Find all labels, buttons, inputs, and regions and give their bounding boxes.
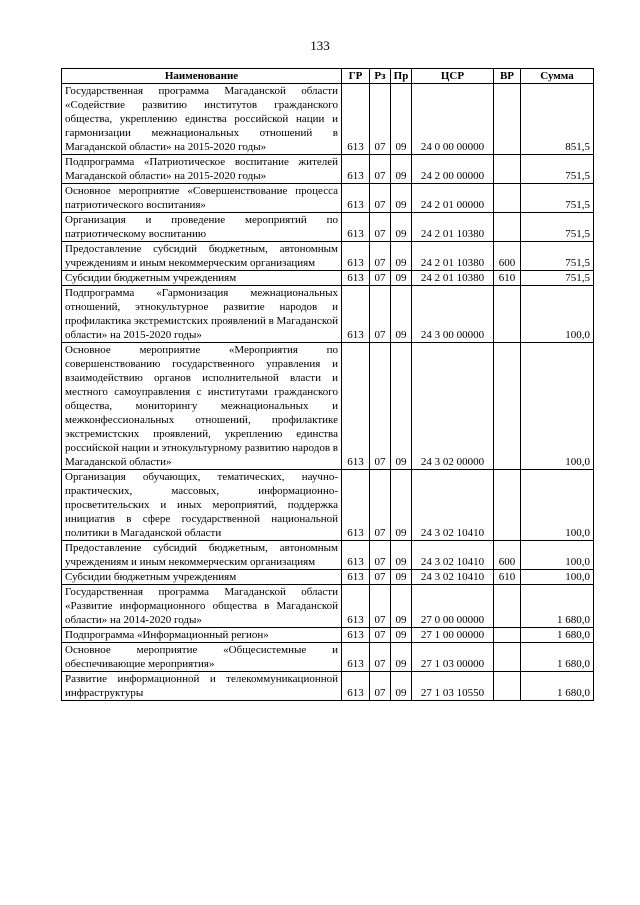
row-rz: 07 (370, 672, 391, 701)
row-gr: 613 (342, 585, 370, 628)
table-row (62, 470, 594, 541)
row-csr: 27 1 03 00000 (412, 643, 494, 672)
row-gr: 613 (342, 242, 370, 271)
row-pr: 09 (391, 213, 412, 242)
table-row (62, 84, 594, 155)
row-sum: 100,0 (521, 541, 594, 570)
table-row (62, 343, 594, 470)
row-gr: 613 (342, 271, 370, 286)
row-rz: 07 (370, 242, 391, 271)
row-pr: 09 (391, 271, 412, 286)
row-pr: 09 (391, 343, 412, 470)
row-csr: 27 0 00 00000 (412, 585, 494, 628)
row-name: Основное мероприятие «Мероприятия по совершенствованию государственного управления и взаимодействию органов исполнительной власти и местного самоуправления с институтами гражданского общества, мониторингу межнациональных и межконфессиональных отношений, профилактике экстремистских проявлений, укреплению единства российской нации и этнокультурному развитию народов в Магаданской области» (62, 343, 342, 470)
row-sum: 1 680,0 (521, 585, 594, 628)
row-pr: 09 (391, 470, 412, 541)
row-name: Организация и проведение мероприятий по патриотическому воспитанию (62, 213, 342, 242)
table-row (62, 155, 594, 184)
row-gr: 613 (342, 570, 370, 585)
row-vr (494, 672, 521, 701)
row-gr: 613 (342, 541, 370, 570)
row-gr: 613 (342, 213, 370, 242)
header-csr: ЦСР (412, 69, 494, 84)
table-row (62, 184, 594, 213)
table-body (62, 84, 594, 701)
row-vr (494, 286, 521, 343)
header-gr: ГР (342, 69, 370, 84)
row-csr: 24 3 00 00000 (412, 286, 494, 343)
row-gr: 613 (342, 343, 370, 470)
row-gr: 613 (342, 672, 370, 701)
row-vr (494, 84, 521, 155)
row-vr (494, 343, 521, 470)
row-rz: 07 (370, 84, 391, 155)
row-gr: 613 (342, 155, 370, 184)
row-name: Основное мероприятие «Общесистемные и обеспечивающие мероприятия» (62, 643, 342, 672)
row-sum: 1 680,0 (521, 628, 594, 643)
row-csr: 27 1 00 00000 (412, 628, 494, 643)
row-sum: 100,0 (521, 470, 594, 541)
row-sum: 751,5 (521, 271, 594, 286)
row-csr: 24 3 02 00000 (412, 343, 494, 470)
row-pr: 09 (391, 155, 412, 184)
row-csr: 24 3 02 10410 (412, 541, 494, 570)
row-sum: 100,0 (521, 570, 594, 585)
row-name: Основное мероприятие «Совершенствование процесса патриотического воспитания» (62, 184, 342, 213)
row-rz: 07 (370, 155, 391, 184)
row-name: Подпрограмма «Информационный регион» (62, 628, 342, 643)
row-rz: 07 (370, 585, 391, 628)
row-vr (494, 184, 521, 213)
row-gr: 613 (342, 84, 370, 155)
row-pr: 09 (391, 242, 412, 271)
row-rz: 07 (370, 570, 391, 585)
budget-table (61, 68, 594, 701)
row-pr: 09 (391, 585, 412, 628)
row-name: Предоставление субсидий бюджетным, автономным учреждениям и иным некоммерческим организациям (62, 242, 342, 271)
row-sum: 751,5 (521, 242, 594, 271)
row-rz: 07 (370, 271, 391, 286)
table-row (62, 213, 594, 242)
row-pr: 09 (391, 570, 412, 585)
row-vr (494, 585, 521, 628)
header-pr: Пр (391, 69, 412, 84)
header-sum: Сумма (521, 69, 594, 84)
row-csr: 24 2 00 00000 (412, 155, 494, 184)
row-name: Развитие информационной и телекоммуникационной инфраструктуры (62, 672, 342, 701)
row-sum: 751,5 (521, 213, 594, 242)
row-gr: 613 (342, 643, 370, 672)
row-csr: 27 1 03 10550 (412, 672, 494, 701)
row-rz: 07 (370, 213, 391, 242)
row-pr: 09 (391, 184, 412, 213)
row-gr: 613 (342, 286, 370, 343)
row-vr (494, 213, 521, 242)
row-name: Подпрограмма «Гармонизация межнациональных отношений, этнокультурное развитие народов и профилактика экстремистских проявлений в Магаданской области» на 2015-2020 годы» (62, 286, 342, 343)
row-pr: 09 (391, 286, 412, 343)
row-csr: 24 2 01 10380 (412, 242, 494, 271)
row-gr: 613 (342, 184, 370, 213)
table-row (62, 585, 594, 628)
row-rz: 07 (370, 643, 391, 672)
header-rz: Рз (370, 69, 391, 84)
row-vr: 600 (494, 242, 521, 271)
row-rz: 07 (370, 286, 391, 343)
row-vr: 610 (494, 570, 521, 585)
row-name: Государственная программа Магаданской области «Содействие развитию институтов гражданского общества, укреплению единства российской нации и гармонизации межнациональных отношений в Магаданской области» на 2015-2020 годы» (62, 84, 342, 155)
row-name: Субсидии бюджетным учреждениям (62, 271, 342, 286)
row-vr (494, 643, 521, 672)
table-header-row (62, 69, 594, 84)
row-gr: 613 (342, 628, 370, 643)
table-row (62, 570, 594, 585)
table-row (62, 541, 594, 570)
row-pr: 09 (391, 541, 412, 570)
row-name: Подпрограмма «Патриотическое воспитание жителей Магаданской области» на 2015-2020 годы» (62, 155, 342, 184)
row-sum: 100,0 (521, 286, 594, 343)
table-row (62, 271, 594, 286)
row-sum: 751,5 (521, 155, 594, 184)
row-csr: 24 3 02 10410 (412, 570, 494, 585)
row-vr: 600 (494, 541, 521, 570)
row-csr: 24 0 00 00000 (412, 84, 494, 155)
row-sum: 100,0 (521, 343, 594, 470)
table-row (62, 286, 594, 343)
row-gr: 613 (342, 470, 370, 541)
row-csr: 24 2 01 00000 (412, 184, 494, 213)
header-name: Наименование (62, 69, 342, 84)
row-vr (494, 155, 521, 184)
row-rz: 07 (370, 628, 391, 643)
row-name: Государственная программа Магаданской области «Развитие информационного общества в Магаданской области» на 2014-2020 годы» (62, 585, 342, 628)
table-row (62, 242, 594, 271)
row-rz: 07 (370, 184, 391, 213)
row-sum: 851,5 (521, 84, 594, 155)
row-csr: 24 2 01 10380 (412, 271, 494, 286)
row-pr: 09 (391, 628, 412, 643)
page-number: 133 (310, 38, 330, 53)
row-vr: 610 (494, 271, 521, 286)
row-name: Организация обучающих, тематических, научно-практических, массовых, информационно-просветительских и иных мероприятий, поддержка инициатив в сфере государственной национальной политики в Магаданской области (62, 470, 342, 541)
row-sum: 1 680,0 (521, 643, 594, 672)
row-sum: 751,5 (521, 184, 594, 213)
header-vr: ВР (494, 69, 521, 84)
row-csr: 24 2 01 10380 (412, 213, 494, 242)
row-csr: 24 3 02 10410 (412, 470, 494, 541)
row-pr: 09 (391, 84, 412, 155)
table-row (62, 672, 594, 701)
row-pr: 09 (391, 643, 412, 672)
row-rz: 07 (370, 343, 391, 470)
row-name: Предоставление субсидий бюджетным, автономным учреждениям и иным некоммерческим организациям (62, 541, 342, 570)
row-pr: 09 (391, 672, 412, 701)
table-row (62, 628, 594, 643)
row-sum: 1 680,0 (521, 672, 594, 701)
row-rz: 07 (370, 470, 391, 541)
row-vr (494, 470, 521, 541)
row-vr (494, 628, 521, 643)
row-name: Субсидии бюджетным учреждениям (62, 570, 342, 585)
row-rz: 07 (370, 541, 391, 570)
table-row (62, 643, 594, 672)
